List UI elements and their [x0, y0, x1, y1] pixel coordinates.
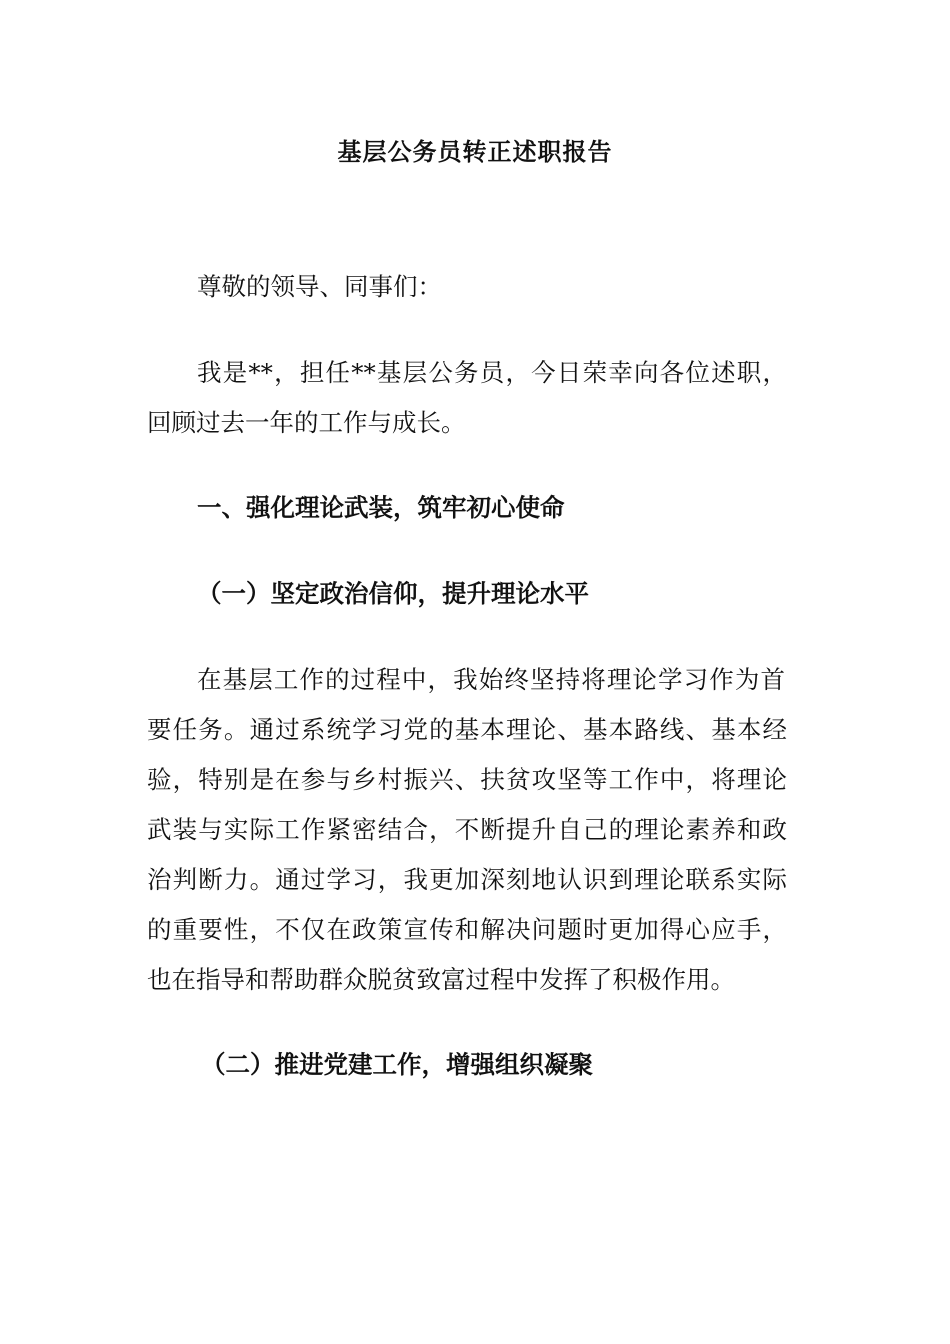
- paragraph-line-3: 验，特别是在参与乡村振兴、扶贫攻坚等工作中，将理论: [147, 765, 787, 794]
- subsection-heading-2: （二）推进党建工作，增强组织凝聚: [201, 1050, 593, 1079]
- paragraph-line-4: 武装与实际工作紧密结合，不断提升自己的理论素养和政: [147, 815, 787, 844]
- intro-line-2: 回顾过去一年的工作与成长。: [147, 408, 466, 437]
- paragraph-line-5: 治判断力。通过学习，我更加深刻地认识到理论联系实际: [147, 865, 787, 894]
- section-heading-1: 一、强化理论武装，筑牢初心使命: [197, 493, 565, 522]
- subsection-heading-1: （一）坚定政治信仰，提升理论水平: [197, 579, 589, 608]
- greeting-line: 尊敬的领导、同事们：: [197, 272, 442, 301]
- paragraph-line-1: 在基层工作的过程中，我始终坚持将理论学习作为首: [197, 665, 785, 694]
- paragraph-line-7: 也在指导和帮助群众脱贫致富过程中发挥了积极作用。: [147, 965, 735, 994]
- intro-line-1: 我是**，担任**基层公务员，今日荣幸向各位述职，: [197, 358, 787, 387]
- paragraph-line-2: 要任务。通过系统学习党的基本理论、基本路线、基本经: [147, 715, 787, 744]
- paragraph-line-6: 的重要性，不仅在政策宣传和解决问题时更加得心应手，: [147, 915, 787, 944]
- document-title: 基层公务员转正述职报告: [337, 137, 613, 166]
